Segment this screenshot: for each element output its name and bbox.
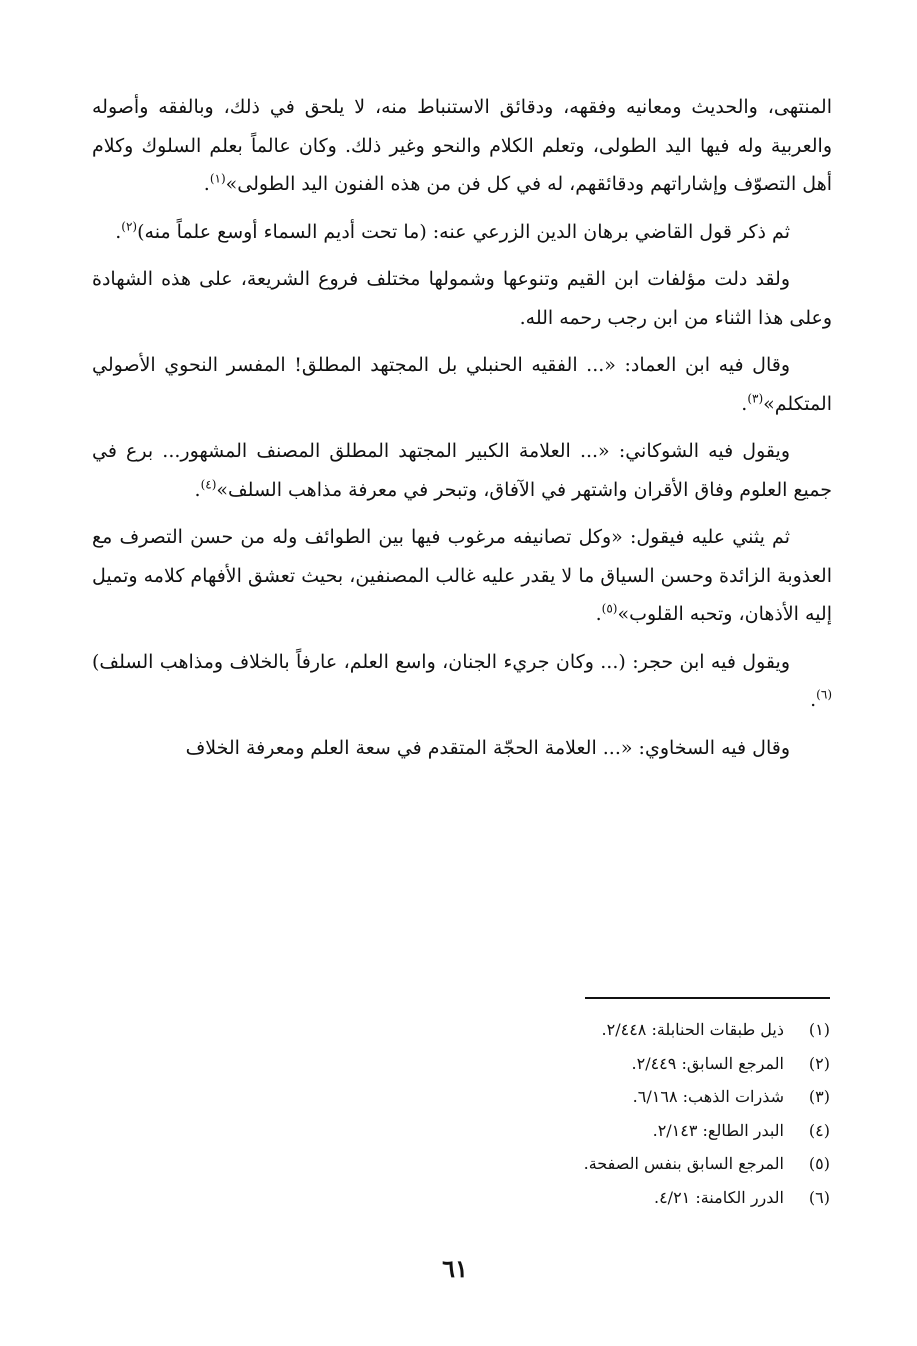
footnote-number: (٥): [808, 1154, 830, 1173]
paragraph-2: ثم ذكر قول القاضي برهان الدين الزرعي عنه: (ما تحت أديم السماء أوسع علماً منه)$^{(٢)}$.: [115, 219, 790, 243]
paragraph-1: المنتهى، والحديث ومعانيه وفقهه، ودقائق الاستنباط منه، لا يلحق في ذلك، وبالفقه وأصوله والعربية وله فيها اليد الطولى، وتعلم الكلام والنحو وغير ذلك. وكان عالماً بعلم السلوك وكلام أهل التصوّف وإشاراتهم ودقائقهم، له في كل فن من هذه الفنون اليد الطولى»$^{(١)}$.: [92, 96, 832, 195]
footnote-item: [420, 1013, 830, 1047]
footnote-text: ذيل طبقات الحنابلة: ٢/٤٤٨.: [601, 1020, 784, 1039]
paragraph-3: [92, 260, 832, 337]
footnotes: [420, 1013, 830, 1214]
footnote-item: [420, 1147, 830, 1181]
paragraph-text: وقال فيه ابن العماد: «... الفقيه الحنبلي بل المجتهد المطلق! المفسر النحوي الأصولي المتكلم»: [92, 354, 832, 415]
paragraph-7: ويقول فيه ابن حجر: (... وكان جريء الجنان، واسع العلم، عارفاً بالخلاف ومذاهب السلف)$^{(٦)}$.: [92, 650, 832, 711]
footnote-number: (٤): [808, 1120, 830, 1140]
footnote-number: (٢): [808, 1053, 830, 1073]
footnote-ref: (١): [209, 171, 226, 186]
footnote-text: شذرات الذهب: ٦/١٦٨.: [632, 1087, 784, 1106]
footnote-number: (٣): [808, 1087, 830, 1106]
footnote-text: الدرر الكامنة: ٤/٢١.: [653, 1187, 784, 1207]
paragraph-text: ويقول فيه ابن حجر: (... وكان جريء الجنان، واسع العلم، عارفاً بالخلاف ومذاهب السلف): [92, 650, 790, 673]
paragraph-4: وقال فيه ابن العماد: «... الفقيه الحنبلي بل المجتهد المطلق! المفسر النحوي الأصولي المتكلم»$^{(٣)}$.: [92, 354, 832, 415]
paragraph-6: ثم يثني عليه فيقول: «وكل تصانيفه مرغوب فيها بين الطوائف وله من حسن التصرف مع العذوبة الزائدة وحسن السياق ما لا يقدر عليه غالب المصنفين، بحيث تعشق الأفهام كلامه وتميل إليه الأذهان، وتحبه القلوب»$^{(٥)}$.: [92, 526, 832, 625]
footnote-text: البدر الطالع: ٢/١٤٣.: [652, 1120, 784, 1140]
footnote-ref: (٥): [601, 601, 618, 616]
footnote-ref: (٣): [747, 391, 764, 406]
paragraph-text: ثم يثني عليه فيقول: «وكل تصانيفه مرغوب فيها بين الطوائف وله من حسن التصرف مع العذوبة الزائدة وحسن السياق ما لا يقدر عليه غالب المصنفين، بحيث تعشق الأفهام كلامه وتميل إليه الأذهان، وتحبه القلوب»: [92, 526, 832, 625]
footnote-ref: (٢): [121, 219, 138, 234]
footnote-item: [420, 1181, 830, 1215]
paragraph-text: ويقول فيه الشوكاني: «... العلامة الكبير المجتهد المطلق المصنف المشهور... برع في جميع العلوم وفاق الأقران واشتهر في الآفاق، وتبحر في معرفة مذاهب السلف»: [92, 440, 832, 501]
paragraph-text: المنتهى، والحديث ومعانيه وفقهه، ودقائق الاستنباط منه، لا يلحق في ذلك، وبالفقه وأصوله والعربية وله فيها اليد الطولى، وتعلم الكلام والنحو وغير ذلك. وكان عالماً بعلم السلوك وكلام أهل التصوّف وإشاراتهم ودقائقهم، له في كل فن من هذه الفنون اليد الطولى»: [92, 96, 832, 195]
footnote-item: [420, 1080, 830, 1114]
paragraph-5: ويقول فيه الشوكاني: «... العلامة الكبير المجتهد المطلق المصنف المشهور... برع في جميع العلوم وفاق الأقران واشتهر في الآفاق، وتبحر في معرفة مذاهب السلف»$^{(٤)}$.: [92, 440, 832, 501]
paragraph-text: وقال فيه السخاوي: «... العلامة الحجّة المتقدم في سعة العلم ومعرفة الخلاف: [185, 736, 790, 759]
page-number: ٦١: [442, 1254, 468, 1283]
footnote-item: [420, 1114, 830, 1148]
footnote-text: المرجع السابق بنفس الصفحة.: [583, 1154, 784, 1173]
footnote-item: [420, 1047, 830, 1081]
footnote-divider: [585, 997, 830, 999]
footnote-number: (١): [808, 1020, 830, 1039]
footnote-text: المرجع السابق: ٢/٤٤٩.: [631, 1053, 784, 1073]
paragraph-text: ثم ذكر قول القاضي برهان الدين الزرعي عنه: (ما تحت أديم السماء أوسع علماً منه): [137, 220, 790, 243]
footnote-ref: (٤): [200, 477, 217, 492]
paragraph-text: ولقد دلت مؤلفات ابن القيم وتنوعها وشمولها مختلف فروع الشريعة، على هذه الشهادة وعلى هذا الثناء من ابن رجب رحمه الله.: [92, 268, 832, 329]
paragraph-8: [92, 729, 832, 768]
footnote-number: (٦): [808, 1187, 830, 1207]
footnote-ref: (٦): [816, 687, 832, 702]
main-text: [92, 88, 832, 776]
